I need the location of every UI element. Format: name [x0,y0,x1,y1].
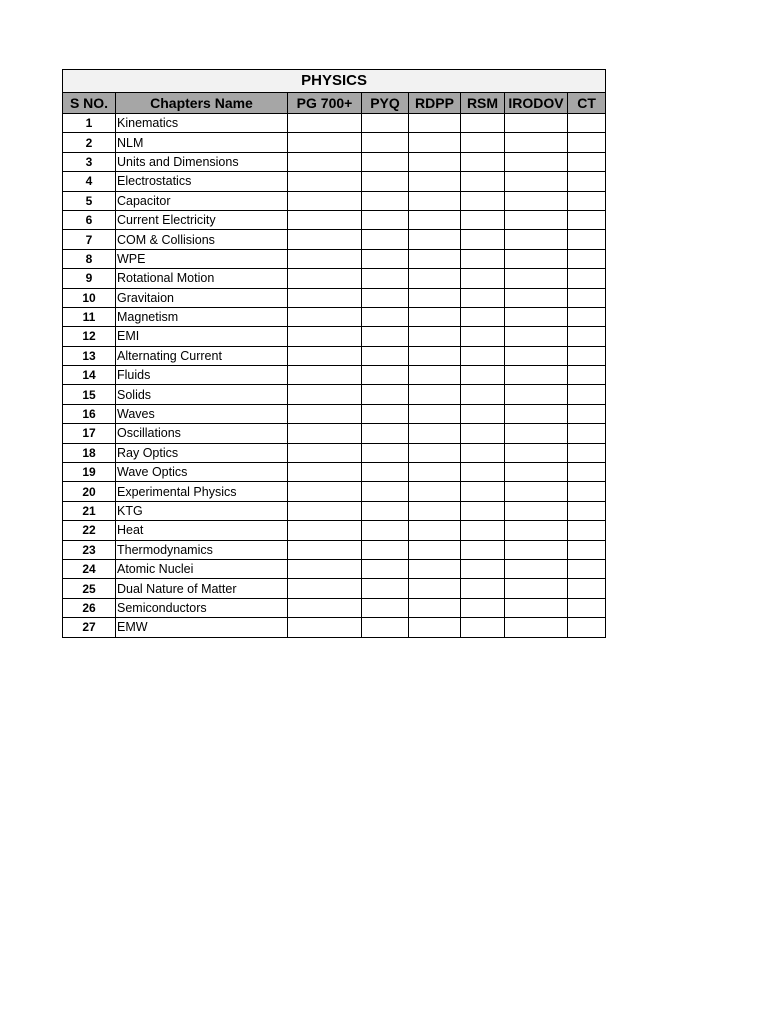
rdpp-cell[interactable] [409,521,461,540]
ct-cell[interactable] [568,443,606,462]
rdpp-cell[interactable] [409,191,461,210]
ct-cell[interactable] [568,230,606,249]
rsm-cell[interactable] [461,404,505,423]
chapter-name-cell[interactable]: Magnetism [116,307,288,326]
ct-cell[interactable] [568,327,606,346]
ct-cell[interactable] [568,598,606,617]
ct-cell[interactable] [568,521,606,540]
pg700-cell[interactable] [288,152,362,171]
rdpp-cell[interactable] [409,269,461,288]
pyq-cell[interactable] [362,501,409,520]
pg700-cell[interactable] [288,501,362,520]
pg700-cell[interactable] [288,230,362,249]
rdpp-cell[interactable] [409,404,461,423]
rsm-cell[interactable] [461,559,505,578]
pyq-cell[interactable] [362,114,409,133]
table-row [63,559,606,578]
table-row [63,598,606,617]
pg700-cell[interactable] [288,521,362,540]
chapter-name-cell[interactable]: COM & Collisions [116,230,288,249]
pyq-cell[interactable] [362,424,409,443]
pyq-cell[interactable] [362,404,409,423]
pyq-cell[interactable] [362,288,409,307]
chapter-name-cell[interactable]: Fluids [116,366,288,385]
irodov-cell[interactable] [505,327,568,346]
ct-cell[interactable] [568,482,606,501]
header-chapters-name[interactable]: Chapters Name [116,93,288,114]
chapter-name-cell[interactable]: Solids [116,385,288,404]
pyq-cell[interactable] [362,540,409,559]
sno-cell[interactable]: 15 [63,385,116,404]
pyq-cell[interactable] [362,618,409,637]
ct-cell[interactable] [568,404,606,423]
ct-cell[interactable] [568,579,606,598]
sno-cell[interactable]: 1 [63,114,116,133]
rsm-cell[interactable] [461,346,505,365]
chapter-name-cell[interactable]: Heat [116,521,288,540]
pyq-cell[interactable] [362,559,409,578]
header-row [63,93,606,114]
ct-cell[interactable] [568,463,606,482]
chapter-name-cell[interactable]: Kinematics [116,114,288,133]
rsm-cell[interactable] [461,152,505,171]
physics-table [62,69,606,638]
table-row [63,540,606,559]
rsm-cell[interactable] [461,482,505,501]
pg700-cell[interactable] [288,598,362,617]
rdpp-cell[interactable] [409,385,461,404]
header-rsm[interactable]: RSM [461,93,505,114]
irodov-cell[interactable] [505,540,568,559]
pyq-cell[interactable] [362,482,409,501]
table-row [63,172,606,191]
pyq-cell[interactable] [362,385,409,404]
header-rdpp[interactable]: RDPP [409,93,461,114]
pyq-cell[interactable] [362,172,409,191]
ct-cell[interactable] [568,366,606,385]
sno-cell[interactable]: 14 [63,366,116,385]
table-row [63,463,606,482]
table-row [63,346,606,365]
rsm-cell[interactable] [461,501,505,520]
header-ct[interactable]: CT [568,93,606,114]
table-row [63,521,606,540]
sno-cell[interactable]: 6 [63,210,116,229]
chapter-name-cell[interactable]: Ray Optics [116,443,288,462]
irodov-cell[interactable] [505,346,568,365]
ct-cell[interactable] [568,618,606,637]
pg700-cell[interactable] [288,618,362,637]
irodov-cell[interactable] [505,385,568,404]
irodov-cell[interactable] [505,521,568,540]
sno-cell[interactable]: 22 [63,521,116,540]
rsm-cell[interactable] [461,385,505,404]
rsm-cell[interactable] [461,307,505,326]
chapter-name-cell[interactable]: KTG [116,501,288,520]
rdpp-cell[interactable] [409,618,461,637]
rsm-cell[interactable] [461,598,505,617]
rdpp-cell[interactable] [409,501,461,520]
rsm-cell[interactable] [461,366,505,385]
irodov-cell[interactable] [505,598,568,617]
table-row [63,443,606,462]
rdpp-cell[interactable] [409,598,461,617]
sno-cell[interactable]: 8 [63,249,116,268]
rdpp-cell[interactable] [409,366,461,385]
rdpp-cell[interactable] [409,114,461,133]
ct-cell[interactable] [568,133,606,152]
sno-cell[interactable]: 26 [63,598,116,617]
sno-cell[interactable]: 16 [63,404,116,423]
rsm-cell[interactable] [461,210,505,229]
rsm-cell[interactable] [461,540,505,559]
pyq-cell[interactable] [362,269,409,288]
rdpp-cell[interactable] [409,172,461,191]
chapter-name-cell[interactable]: Gravitaion [116,288,288,307]
irodov-cell[interactable] [505,482,568,501]
pg700-cell[interactable] [288,385,362,404]
pg700-cell[interactable] [288,172,362,191]
pg700-cell[interactable] [288,269,362,288]
irodov-cell[interactable] [505,288,568,307]
rdpp-cell[interactable] [409,249,461,268]
pg700-cell[interactable] [288,249,362,268]
chapter-name-cell[interactable]: Dual Nature of Matter [116,579,288,598]
sno-cell[interactable]: 20 [63,482,116,501]
rsm-cell[interactable] [461,327,505,346]
ct-cell[interactable] [568,152,606,171]
table-row [63,385,606,404]
table-title[interactable]: PHYSICS [63,70,606,93]
pg700-cell[interactable] [288,288,362,307]
rdpp-cell[interactable] [409,346,461,365]
rdpp-cell[interactable] [409,230,461,249]
rsm-cell[interactable] [461,424,505,443]
rdpp-cell[interactable] [409,579,461,598]
rsm-cell[interactable] [461,521,505,540]
table-row [63,424,606,443]
pyq-cell[interactable] [362,327,409,346]
sno-cell[interactable]: 25 [63,579,116,598]
chapter-name-cell[interactable]: Rotational Motion [116,269,288,288]
rsm-cell[interactable] [461,443,505,462]
sno-cell[interactable]: 9 [63,269,116,288]
sno-cell[interactable]: 10 [63,288,116,307]
irodov-cell[interactable] [505,366,568,385]
sno-cell[interactable]: 23 [63,540,116,559]
irodov-cell[interactable] [505,307,568,326]
pyq-cell[interactable] [362,230,409,249]
header-sno[interactable]: S NO. [63,93,116,114]
table-row [63,230,606,249]
rdpp-cell[interactable] [409,307,461,326]
sno-cell[interactable]: 11 [63,307,116,326]
irodov-cell[interactable] [505,152,568,171]
irodov-cell[interactable] [505,424,568,443]
pyq-cell[interactable] [362,366,409,385]
sno-cell[interactable]: 17 [63,424,116,443]
irodov-cell[interactable] [505,463,568,482]
table-row [63,210,606,229]
irodov-cell[interactable] [505,579,568,598]
chapter-name-cell[interactable]: Experimental Physics [116,482,288,501]
rdpp-cell[interactable] [409,327,461,346]
chapter-name-cell[interactable]: Thermodynamics [116,540,288,559]
pyq-cell[interactable] [362,463,409,482]
pg700-cell[interactable] [288,559,362,578]
pg700-cell[interactable] [288,579,362,598]
table-row [63,327,606,346]
ct-cell[interactable] [568,540,606,559]
irodov-cell[interactable] [505,249,568,268]
sno-cell[interactable]: 13 [63,346,116,365]
sno-cell[interactable]: 24 [63,559,116,578]
pg700-cell[interactable] [288,424,362,443]
sno-cell[interactable]: 7 [63,230,116,249]
rsm-cell[interactable] [461,463,505,482]
irodov-cell[interactable] [505,133,568,152]
irodov-cell[interactable] [505,191,568,210]
rsm-cell[interactable] [461,133,505,152]
pyq-cell[interactable] [362,443,409,462]
table-row [63,307,606,326]
rsm-cell[interactable] [461,172,505,191]
rdpp-cell[interactable] [409,482,461,501]
chapter-name-cell[interactable]: Capacitor [116,191,288,210]
ct-cell[interactable] [568,114,606,133]
table-row [63,579,606,598]
ct-cell[interactable] [568,249,606,268]
irodov-cell[interactable] [505,618,568,637]
chapter-name-cell[interactable]: EMW [116,618,288,637]
ct-cell[interactable] [568,210,606,229]
pg700-cell[interactable] [288,463,362,482]
chapter-name-cell[interactable]: Units and Dimensions [116,152,288,171]
table-row [63,482,606,501]
irodov-cell[interactable] [505,501,568,520]
ct-cell[interactable] [568,307,606,326]
sno-cell[interactable]: 2 [63,133,116,152]
table-row [63,191,606,210]
sno-cell[interactable]: 3 [63,152,116,171]
rdpp-cell[interactable] [409,463,461,482]
pg700-cell[interactable] [288,114,362,133]
table-row [63,114,606,133]
table-row [63,366,606,385]
pyq-cell[interactable] [362,210,409,229]
rdpp-cell[interactable] [409,152,461,171]
rsm-cell[interactable] [461,191,505,210]
pg700-cell[interactable] [288,327,362,346]
pyq-cell[interactable] [362,133,409,152]
rsm-cell[interactable] [461,288,505,307]
rsm-cell[interactable] [461,269,505,288]
ct-cell[interactable] [568,172,606,191]
rdpp-cell[interactable] [409,133,461,152]
irodov-cell[interactable] [505,114,568,133]
chapter-name-cell[interactable]: WPE [116,249,288,268]
table-row [63,249,606,268]
ct-cell[interactable] [568,191,606,210]
rsm-cell[interactable] [461,114,505,133]
header-pyq[interactable]: PYQ [362,93,409,114]
table-row [63,288,606,307]
irodov-cell[interactable] [505,172,568,191]
sno-cell[interactable]: 21 [63,501,116,520]
sno-cell[interactable]: 5 [63,191,116,210]
table-row [63,618,606,637]
sno-cell[interactable]: 27 [63,618,116,637]
rdpp-cell[interactable] [409,559,461,578]
table-row [63,133,606,152]
header-pg700[interactable]: PG 700+ [288,93,362,114]
rdpp-cell[interactable] [409,540,461,559]
pg700-cell[interactable] [288,482,362,501]
ct-cell[interactable] [568,501,606,520]
irodov-cell[interactable] [505,559,568,578]
pg700-cell[interactable] [288,210,362,229]
chapter-name-cell[interactable]: Atomic Nuclei [116,559,288,578]
chapter-name-cell[interactable]: Wave Optics [116,463,288,482]
rdpp-cell[interactable] [409,424,461,443]
table-row [63,404,606,423]
pyq-cell[interactable] [362,521,409,540]
table-row [63,269,606,288]
pyq-cell[interactable] [362,249,409,268]
pyq-cell[interactable] [362,307,409,326]
rsm-cell[interactable] [461,249,505,268]
pyq-cell[interactable] [362,152,409,171]
ct-cell[interactable] [568,269,606,288]
sno-cell[interactable]: 19 [63,463,116,482]
pg700-cell[interactable] [288,366,362,385]
ct-cell[interactable] [568,288,606,307]
rdpp-cell[interactable] [409,210,461,229]
irodov-cell[interactable] [505,210,568,229]
chapter-name-cell[interactable]: Oscillations [116,424,288,443]
rsm-cell[interactable] [461,618,505,637]
pyq-cell[interactable] [362,346,409,365]
pyq-cell[interactable] [362,191,409,210]
chapter-name-cell[interactable]: Current Electricity [116,210,288,229]
header-irodov[interactable]: IRODOV [505,93,568,114]
rdpp-cell[interactable] [409,443,461,462]
pyq-cell[interactable] [362,598,409,617]
pg700-cell[interactable] [288,443,362,462]
pg700-cell[interactable] [288,404,362,423]
irodov-cell[interactable] [505,404,568,423]
irodov-cell[interactable] [505,269,568,288]
ct-cell[interactable] [568,424,606,443]
pg700-cell[interactable] [288,133,362,152]
pg700-cell[interactable] [288,307,362,326]
chapter-name-cell[interactable]: EMI [116,327,288,346]
rdpp-cell[interactable] [409,288,461,307]
pyq-cell[interactable] [362,579,409,598]
chapter-name-cell[interactable]: Semiconductors [116,598,288,617]
title-row [63,70,606,93]
rsm-cell[interactable] [461,579,505,598]
table-row [63,152,606,171]
sno-cell[interactable]: 4 [63,172,116,191]
table-row [63,501,606,520]
pg700-cell[interactable] [288,540,362,559]
pg700-cell[interactable] [288,191,362,210]
sno-cell[interactable]: 18 [63,443,116,462]
chapter-name-cell[interactable]: Alternating Current [116,346,288,365]
ct-cell[interactable] [568,346,606,365]
chapter-name-cell[interactable]: Waves [116,404,288,423]
ct-cell[interactable] [568,559,606,578]
rsm-cell[interactable] [461,230,505,249]
sno-cell[interactable]: 12 [63,327,116,346]
irodov-cell[interactable] [505,230,568,249]
ct-cell[interactable] [568,385,606,404]
irodov-cell[interactable] [505,443,568,462]
pg700-cell[interactable] [288,346,362,365]
chapter-name-cell[interactable]: NLM [116,133,288,152]
chapter-name-cell[interactable]: Electrostatics [116,172,288,191]
